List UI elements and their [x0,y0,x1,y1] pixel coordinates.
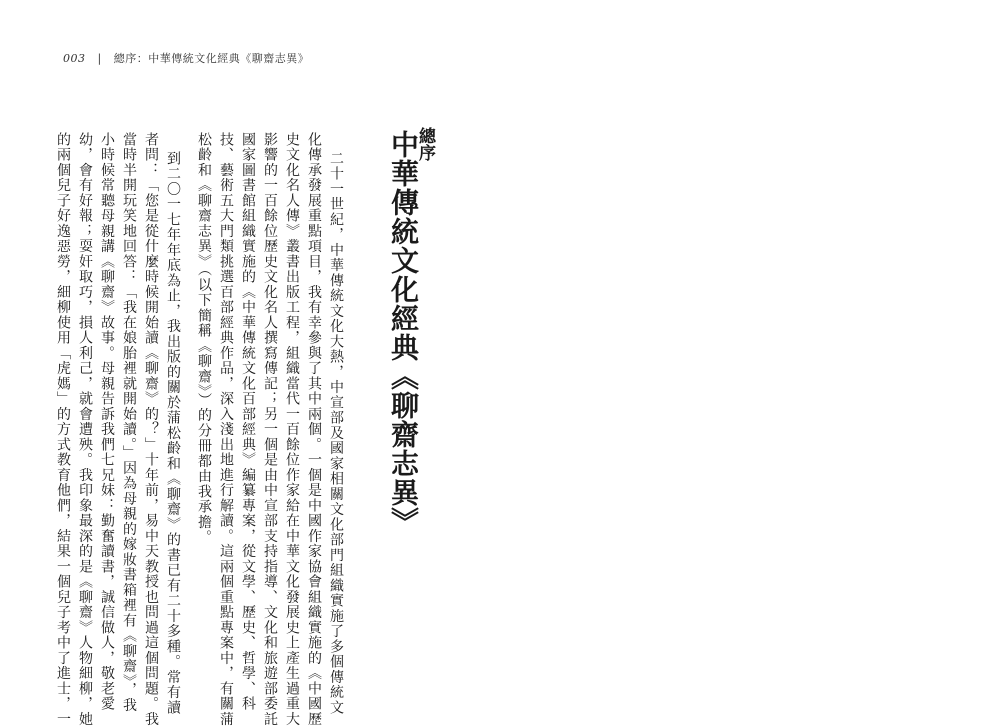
running-title: 總序：中華傳統文化經典《聊齋志異》 [113,52,310,65]
body-line-9: 者問：「您是從什麼時候開始讀《聊齋》的？」十年前，易中天教授也問過這個問題。我 [143,132,159,727]
body-line-11: 小時候常聽母親講《聊齋》故事。母親告訴我們七兄妹：勤奮讀書，誠信做人，敬老愛 [99,132,115,712]
body-line-2: 化傳承發展重點項目，我有幸參與了其中兩個。一個是中國作家協會組織實施的《中國歷 [306,132,322,727]
page-number: 003 [63,52,86,65]
body-line-4: 影響的一百餘位歷史文化名人撰寫傳記；另一個是由中宣部支持指導、文化和旅遊部委託 [262,132,278,727]
running-header [63,50,309,66]
body-line-6: 技、藝術五大門類挑選百部經典作品，深入淺出地進行解讀。這兩個重點專案中，有關蒲 [218,132,234,727]
body-line-12: 幼，會有好報；耍奸取巧，損人利己，就會遭殃。我印象最深的是《聊齋》人物細柳，她 [77,132,93,727]
body-line-13: 的兩個兒子好逸惡勞，細柳使用「虎媽」的方式教育他們，結果一個兒子考中了進士，一 [55,132,71,727]
header-separator: | [97,52,102,65]
body-line-3: 史文化名人傳》叢書出版工程，組織當代一百餘位作家給在中華文化發展史上產生過重大 [284,132,300,727]
body-line-1: 二十一世紀，中華傳統文化大熱，中宣部及國家相關文化部門組織實施了多個傳統文 [328,151,344,716]
article-title: 中華傳統文化經典《聊齋志異》 [387,130,420,536]
body-line-5: 國家圖書館組織實施的《中華傳統文化百部經典》編纂專案，從文學、歷史、哲學、科 [240,132,256,712]
body-line-10: 當時半開玩笑地回答：「我在娘胎裡就開始讀。」因為母親的嫁妝書箱裡有《聊齋》，我 [121,132,137,713]
section-label: 總序 [415,127,435,161]
body-line-8: 到二〇一七年年底為止，我出版的關於蒲松齡和《聊齋》的書已有二十多種。常有讀 [165,151,181,716]
body-line-7: 松齡和《聊齋志異》（以下簡稱《聊齋》）的分冊都由我承擔。 [196,132,212,545]
